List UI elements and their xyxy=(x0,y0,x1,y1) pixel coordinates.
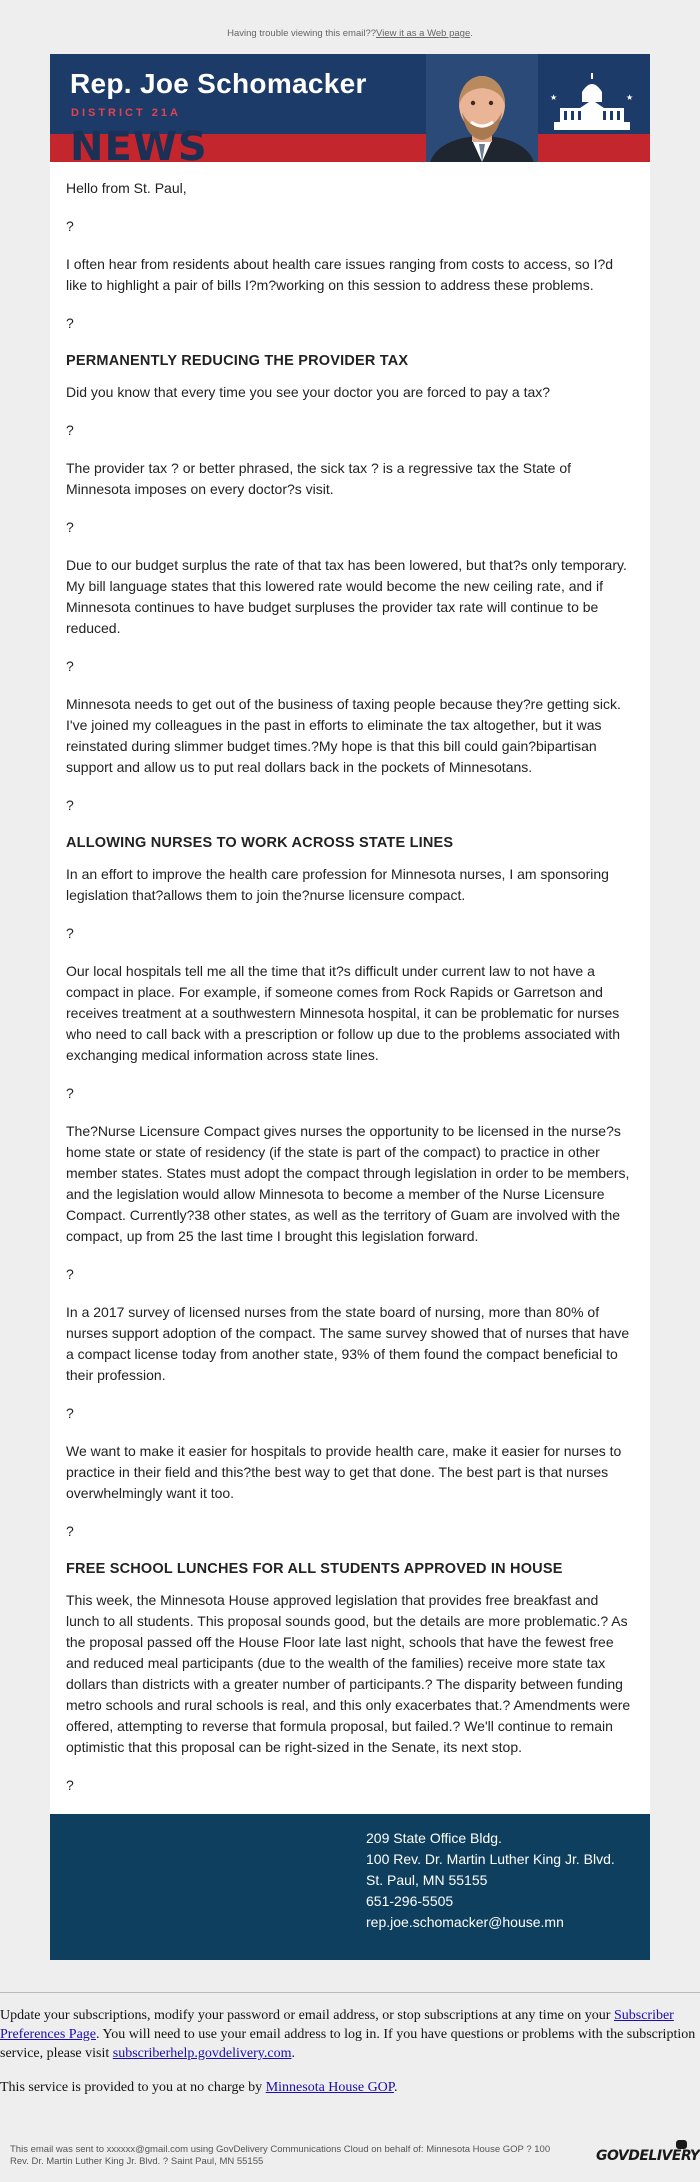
representative-portrait xyxy=(426,54,538,162)
address-line: 100 Rev. Dr. Martin Luther King Jr. Blvd. xyxy=(366,1851,615,1867)
email-address: rep.joe.schomacker@house.mn xyxy=(366,1914,564,1930)
paragraph: The provider tax ? or better phrased, the sick tax ? is a regressive tax the State of Minnesota imposes on every doctor?s visit. xyxy=(66,460,572,497)
section-heading-provider-tax: PERMANENTLY REDUCING THE PROVIDER TAX xyxy=(66,353,409,369)
svg-text:★: ★ xyxy=(550,93,558,102)
paragraph: In a 2017 survey of licensed nurses from the state board of nursing, more than 80% of nurses support adoption of the compact. The same survey showed that of nurses that have a compact license today from another state, 93% of them found the compact beneficial to their profession. xyxy=(66,1304,630,1383)
spacer: ? xyxy=(66,315,74,331)
spacer: ? xyxy=(66,925,74,941)
subscription-info xyxy=(0,2006,700,2112)
office-address xyxy=(366,1828,615,1933)
paragraph: In an effort to improve the health care profession for Minnesota nurses, I am sponsoring legislation that?allows them to join the?nurse licensure compact. xyxy=(66,866,609,903)
section-heading-school-lunches: FREE SCHOOL LUNCHES FOR ALL STUDENTS APPROVED IN HOUSE xyxy=(66,1561,563,1577)
spacer: ? xyxy=(66,218,74,234)
divider xyxy=(0,1992,700,1993)
district-label: DISTRICT 21A xyxy=(71,107,181,119)
spacer: ? xyxy=(66,1777,74,1793)
spacer: ? xyxy=(66,1266,74,1282)
subscriber-preferences-link[interactable]: Subscriber Preferences Page xyxy=(0,2008,674,2042)
govdelivery-logo[interactable]: GOVDELIVERY xyxy=(596,2148,700,2164)
spacer: ? xyxy=(66,1085,74,1101)
address-line: St. Paul, MN 55155 xyxy=(366,1872,488,1888)
subscription-paragraph: Update your subscriptions, modify your password or email address, or stop subscriptions at any time on your Subscriber Preferences Page. You will need to use your email address to log in. If you have questions or problems with the subscription service, please visit subscriberhelp.govdelivery.com. xyxy=(0,2008,696,2061)
spacer: ? xyxy=(66,1523,74,1539)
paragraph: This week, the Minnesota House approved legislation that provides free breakfast and lunch to all students. This proposal sounds good, but the details are more problematic.? As the proposal passed off the House Floor late last night, schools that have the fewest free and reduced meal participants (due to the wealth of the families) receive more state tax dollars than districts with a greater number of participants.? The disparity between funding metro schools and rural schools is real, and this only exacerbates that.? Amendments were offered, attempting to reverse that formula proposal, but failed.? We'll continue to remain optimistic that this proposal can be right-sized in the Senate, its next stop. xyxy=(66,1592,631,1755)
intro-paragraph: I often hear from residents about health care issues ranging from costs to access, so I?d like to highlight a pair of bills I?m?working on this session to address these problems. xyxy=(66,256,614,293)
spacer: ? xyxy=(66,797,74,813)
spacer: ? xyxy=(66,658,74,674)
service-paragraph: This service is provided to you at no charge by Minnesota House GOP. xyxy=(0,2080,398,2095)
sender-fineprint: This email was sent to xxxxxx@gmail.com using GovDelivery Communications Cloud on behalf of: Minnesota House GOP ? 100 Rev. Dr. Martin Luther King Jr. Blvd. ? Saint Paul, MN 55155 xyxy=(10,2144,551,2167)
spacer: ? xyxy=(66,519,74,535)
spacer: ? xyxy=(66,422,74,438)
greeting: Hello from St. Paul, xyxy=(66,180,187,196)
paragraph: We want to make it easier for hospitals to provide health care, make it easier for nurses to practice in their field and this?the best way to get that done. The best part is that nurses overwhelmingly want it too. xyxy=(66,1443,622,1501)
preheader: Having trouble viewing this email??View it as a Web page. xyxy=(227,28,473,39)
preheader-text: Having trouble viewing this email?? xyxy=(227,28,377,39)
representative-name: Rep. Joe Schomacker xyxy=(70,68,367,99)
capitol-building-icon xyxy=(544,70,640,136)
paragraph: The?Nurse Licensure Compact gives nurses the opportunity to be licensed in the nurse?s home state or state of residency (if the state is part of the compact) to practice in other member states. States must adopt the compact through legislation in order to be members, and the legislation would allow Minnesota to become a member of the Nurse Licensure Compact. Currently?38 other states, as well as the territory of Guam are involved with the compact, up from 25 the last time I brought this legislation forward. xyxy=(66,1123,630,1244)
paragraph: Our local hospitals tell me all the time that it?s difficult under current law to not have a compact in place. For example, if someone comes from Rock Rapids or Garretson and receives treatment at a southwestern Minnesota hospital, it can be problematic for nurses who need to call back with a prescription or follow up due to the problems associated with exchanging medical information across state lines. xyxy=(66,963,621,1063)
address-line: 209 State Office Bldg. xyxy=(366,1830,502,1846)
paragraph: Minnesota needs to get out of the business of taxing people because they?re getting sick. I've joined my colleagues in the past in efforts to eliminate the tax altogether, but it was reinstated during slimmer budget times.?My hope is that this bill could gain?bipartisan support and allow us to put real dollars back in the pockets of Minnesotans. xyxy=(66,696,621,775)
section-heading-nurses: ALLOWING NURSES TO WORK ACROSS STATE LINES xyxy=(66,835,454,851)
minnesota-house-gop-link[interactable]: Minnesota House GOP xyxy=(265,2080,395,2095)
svg-text:★: ★ xyxy=(626,93,634,102)
phone-number: 651-296-5505 xyxy=(366,1893,454,1909)
news-title: NEWS xyxy=(70,124,208,162)
newsletter-body xyxy=(50,178,650,1910)
paragraph: Did you know that every time you see your doctor you are forced to pay a tax? xyxy=(66,384,551,400)
subscriber-help-link[interactable]: subscriberhelp.govdelivery.com xyxy=(112,2046,292,2061)
paragraph: Due to our budget surplus the rate of that tax has been lowered, but that?s only temporary. My bill language states that this lowered rate would become the new ceiling rate, and if Minnesota continues to have budget surpluses the provider tax rate will continue to be reduced. xyxy=(66,557,627,636)
contact-footer xyxy=(50,1814,650,1960)
header-banner xyxy=(50,54,650,162)
email-card xyxy=(50,54,650,1960)
view-web-page-link[interactable]: View it as a Web page xyxy=(376,28,471,39)
spacer: ? xyxy=(66,1405,74,1421)
